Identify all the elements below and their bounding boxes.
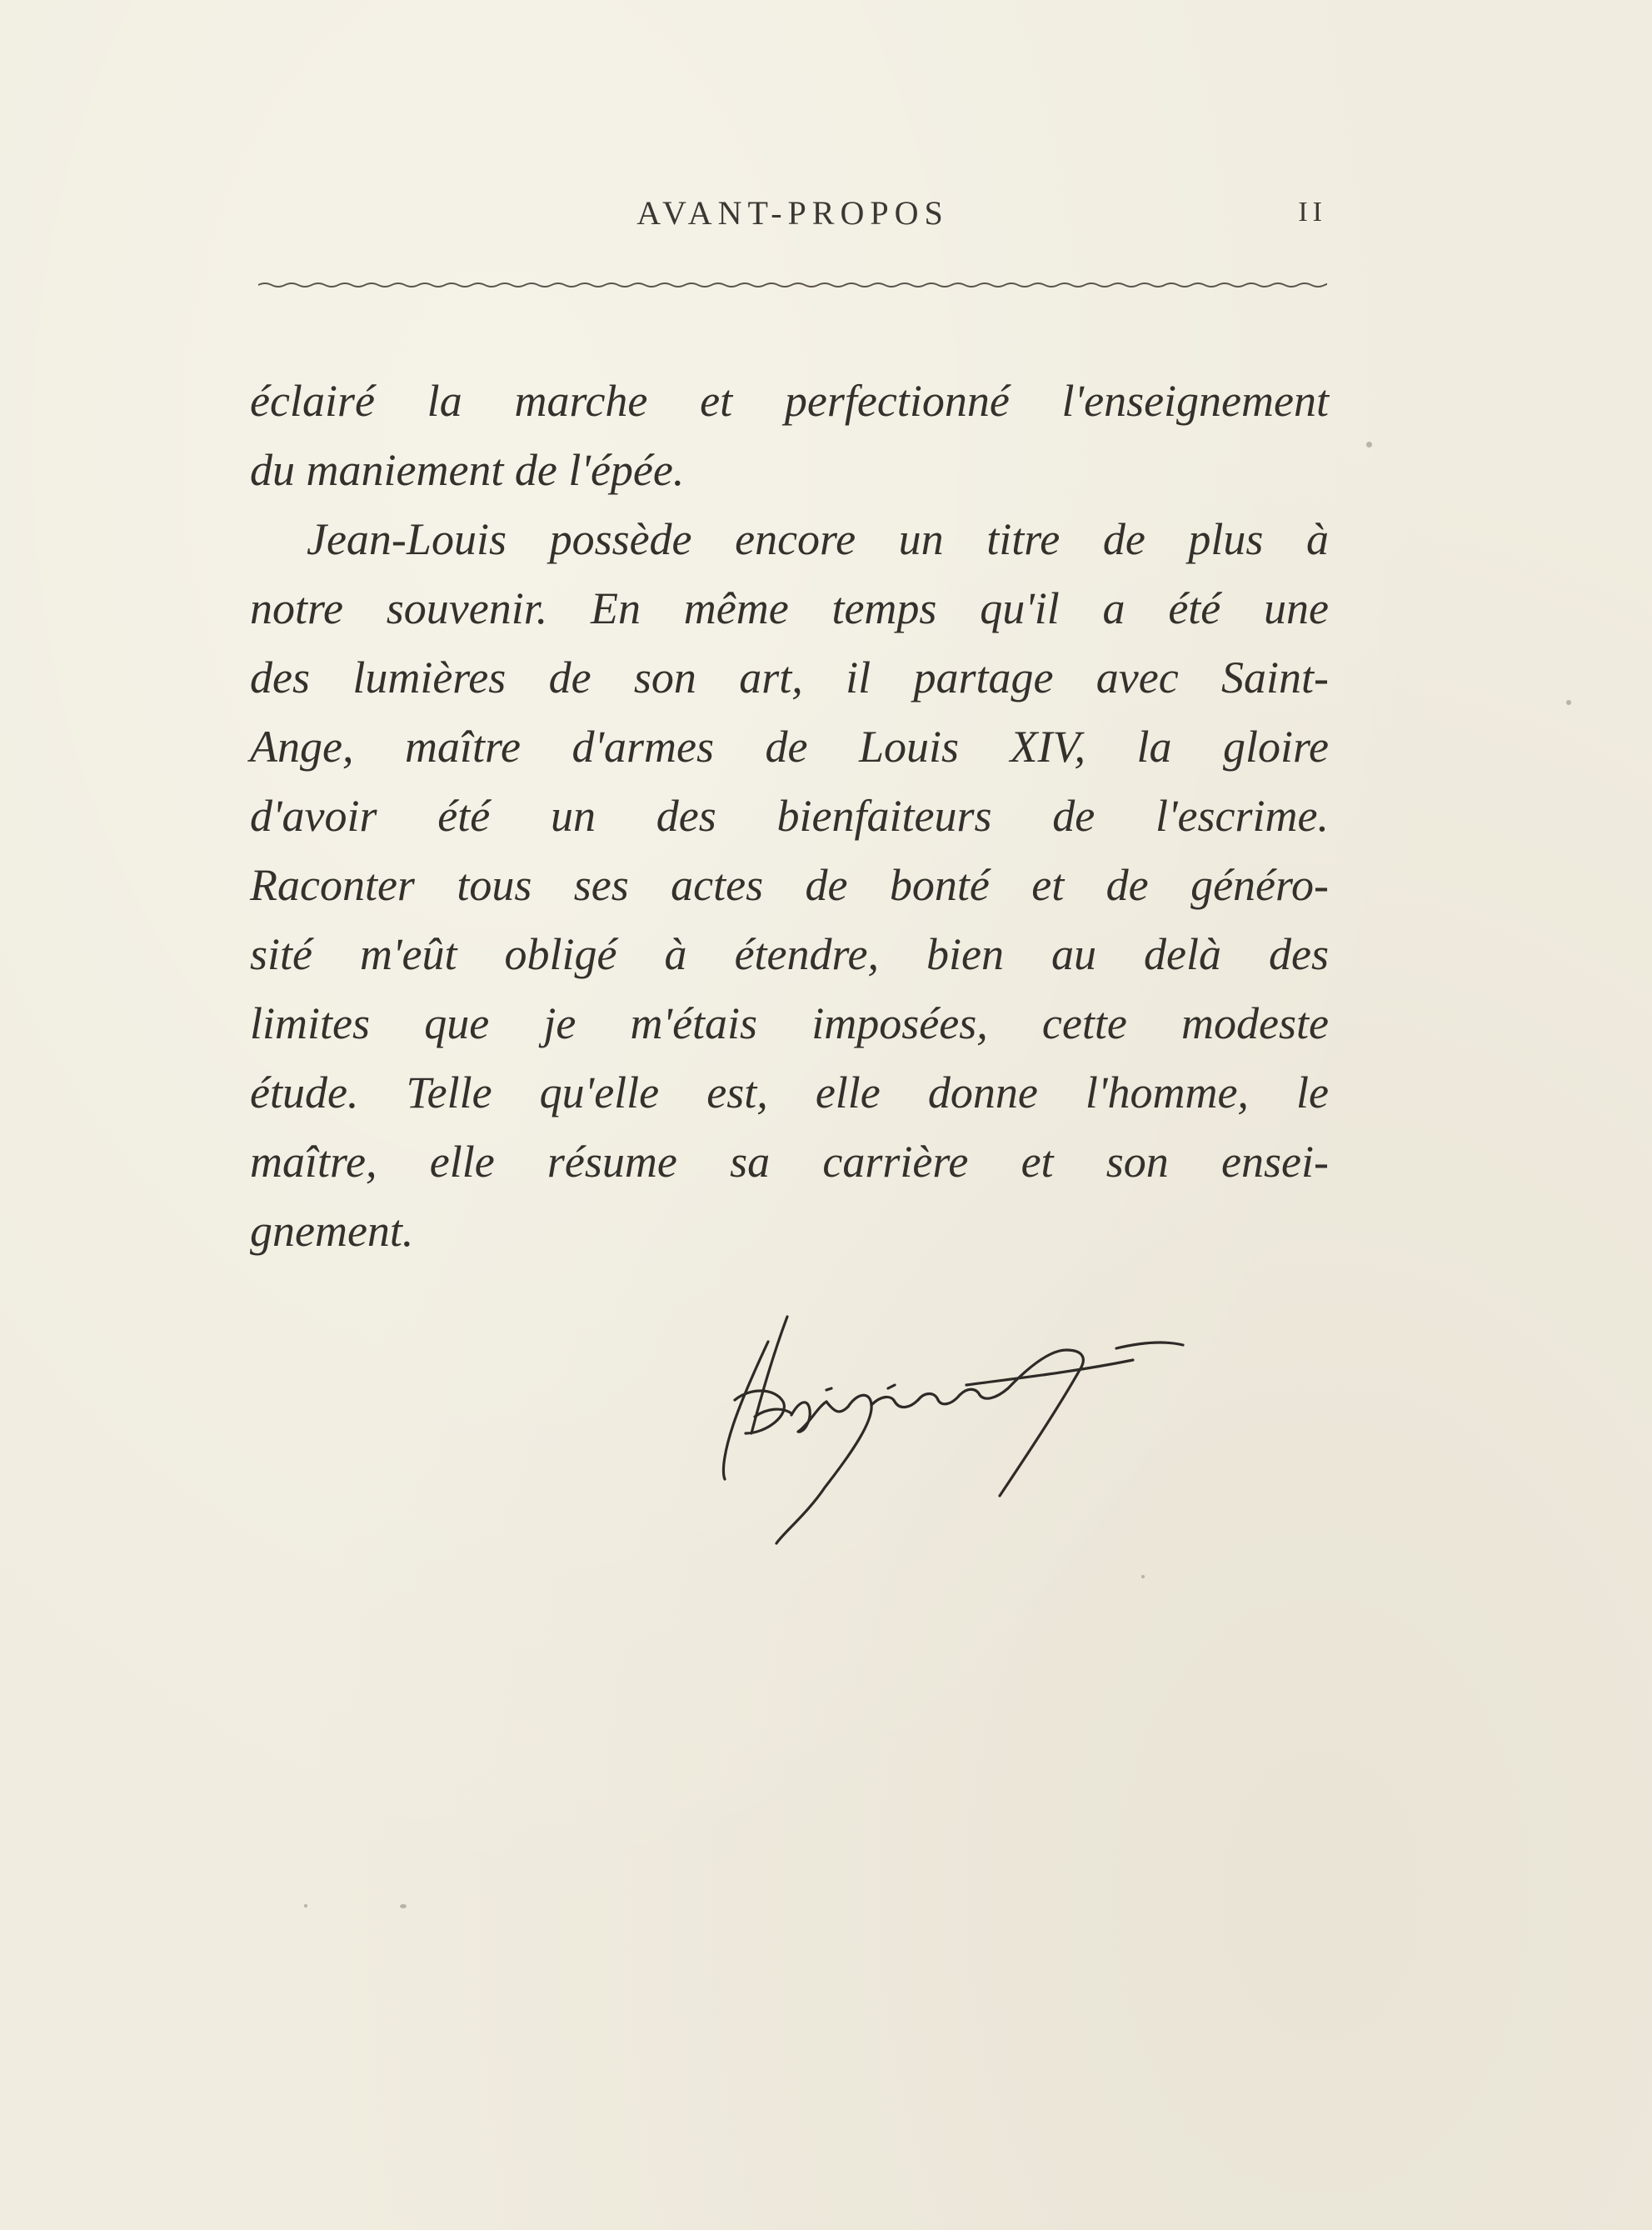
text-line: gnement. [250,1206,414,1256]
text-line: Ange, maître d'armes de Louis XIV, la gloire [250,722,1329,772]
paper-speck [1566,700,1571,705]
paper-speck [1366,442,1372,448]
running-head [258,193,1327,243]
paper-speck [1141,1575,1145,1578]
page-number: II [1298,197,1327,228]
text-line: d'avoir été un des bienfaiteurs de l'escrime. [250,791,1329,841]
paper-speck [400,1904,407,1908]
text-line: du maniement de l'épée. [250,445,685,495]
body-text [250,367,1329,1266]
running-title: AVANT-PROPOS [636,194,949,232]
text-line: maître, elle résume sa carrière et son ensei- [250,1137,1329,1187]
text-line: Raconter tous ses actes de bonté et de généro- [250,860,1329,910]
handwritten-signature-icon [716,1308,1200,1550]
text-line: éclairé la marche et perfectionné l'enseignement [250,376,1329,426]
text-line: étude. Telle qu'elle est, elle donne l'homme, le [250,1068,1329,1118]
text-line: des lumières de son art, il partage avec Saint- [250,652,1329,702]
text-line: Jean-Louis possède encore un titre de plus à [307,514,1329,564]
decorative-wavy-rule [258,275,1327,295]
paper-speck [304,1904,307,1908]
text-line: sité m'eût obligé à étendre, bien au delà des [250,929,1329,979]
text-line: notre souvenir. En même temps qu'il a été une [250,583,1329,633]
text-line: limites que je m'étais imposées, cette modeste [250,998,1329,1048]
